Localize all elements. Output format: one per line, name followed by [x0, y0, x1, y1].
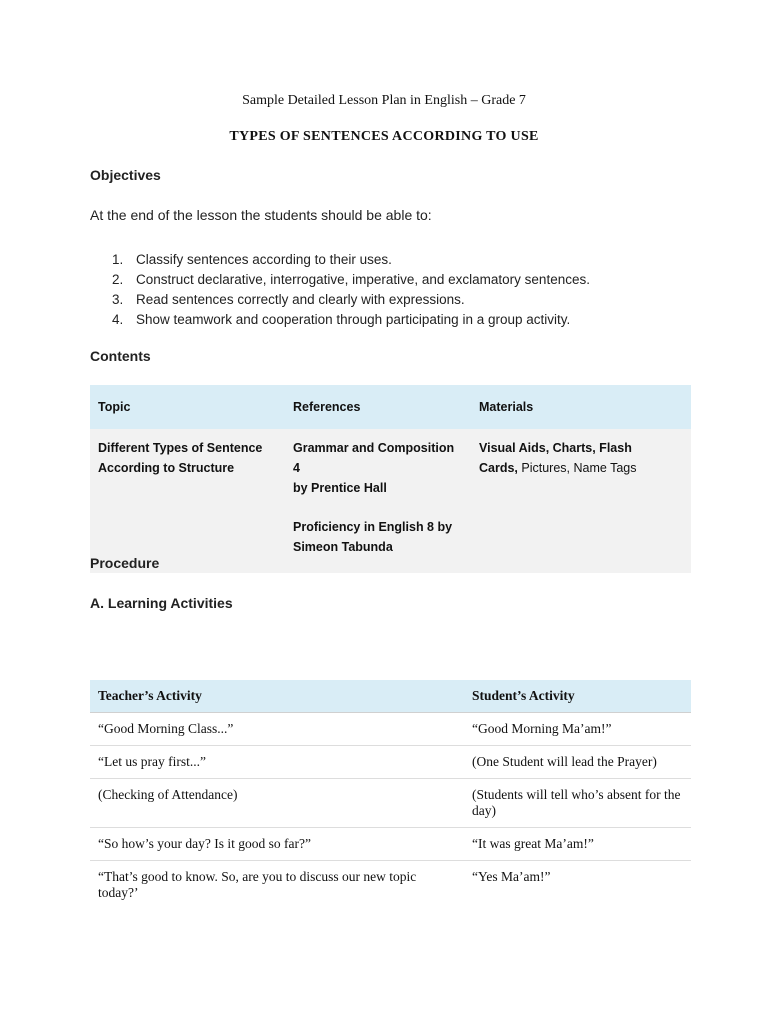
student-cell: (Students will tell who’s absent for the day) — [464, 779, 691, 828]
table-row — [90, 828, 691, 861]
list-item — [90, 270, 590, 290]
reference-line: Simeon Tabunda — [293, 540, 393, 554]
column-header-materials: Materials — [471, 385, 691, 429]
procedure-heading: Procedure — [90, 555, 160, 571]
materials-line: Visual Aids, Charts, Flash — [479, 441, 632, 455]
reference-line: Proficiency in English 8 by — [293, 520, 453, 534]
table-row — [90, 779, 691, 828]
table-row — [90, 746, 691, 779]
reference-line: by Prentice Hall — [293, 481, 387, 495]
reference-spacer — [293, 498, 463, 517]
list-item — [90, 250, 590, 270]
column-header-topic: Topic — [90, 385, 285, 429]
student-cell: “It was great Ma’am!” — [464, 828, 691, 861]
teacher-cell: “So how’s your day? Is it good so far?” — [90, 828, 464, 861]
table-row — [90, 713, 691, 746]
teacher-cell: “Let us pray first...” — [90, 746, 464, 779]
document-title: TYPES OF SENTENCES ACCORDING TO USE — [229, 129, 539, 144]
list-text: Read sentences correctly and clearly with expressions. — [136, 292, 465, 307]
topic-line: Different Types of Sentence — [98, 441, 263, 455]
materials-line — [479, 458, 683, 478]
table-header-row — [90, 680, 691, 713]
objectives-list — [90, 250, 590, 330]
contents-table — [90, 385, 691, 573]
list-text: Show teamwork and cooperation through participating in a group activity. — [136, 312, 571, 327]
teacher-cell: (Checking of Attendance) — [90, 779, 464, 828]
table-row — [90, 429, 691, 573]
objectives-intro: At the end of the lesson the students should be able to: — [90, 207, 432, 223]
column-header-student: Student’s Activity — [464, 680, 691, 713]
references-cell — [285, 429, 471, 573]
student-cell: “Good Morning Ma’am!” — [464, 713, 691, 746]
list-number: 1. — [112, 252, 124, 267]
materials-cell — [471, 429, 691, 573]
contents-heading: Contents — [90, 348, 151, 364]
table-row — [90, 861, 691, 910]
list-text: Construct declarative, interrogative, imperative, and exclamatory sentences. — [136, 272, 590, 287]
list-number: 3. — [112, 292, 124, 307]
list-number: 2. — [112, 272, 124, 287]
list-number: 4. — [112, 312, 124, 327]
list-item — [90, 290, 590, 310]
topic-line: According to Structure — [98, 461, 235, 475]
list-item — [90, 310, 590, 330]
teacher-cell: “Good Morning Class...” — [90, 713, 464, 746]
activities-table — [90, 680, 691, 909]
document-subtitle: Sample Detailed Lesson Plan in English – Grade 7 — [242, 93, 526, 108]
reference-line: Grammar and Composition 4 — [293, 441, 455, 475]
topic-cell — [90, 429, 285, 573]
column-header-references: References — [285, 385, 471, 429]
materials-normal-text: Pictures, Name Tags — [517, 461, 637, 475]
teacher-cell: “That’s good to know. So, are you to discuss our new topic today?’ — [98, 869, 417, 900]
objectives-heading: Objectives — [90, 167, 161, 183]
materials-bold-text: Cards, — [479, 461, 518, 475]
student-cell: “Yes Ma’am!” — [472, 869, 551, 884]
column-header-teacher: Teacher’s Activity — [90, 680, 464, 713]
learning-activities-heading: A. Learning Activities — [90, 595, 233, 611]
list-text: Classify sentences according to their uses. — [136, 252, 392, 267]
table-header-row — [90, 385, 691, 429]
student-cell: (One Student will lead the Prayer) — [464, 746, 691, 779]
